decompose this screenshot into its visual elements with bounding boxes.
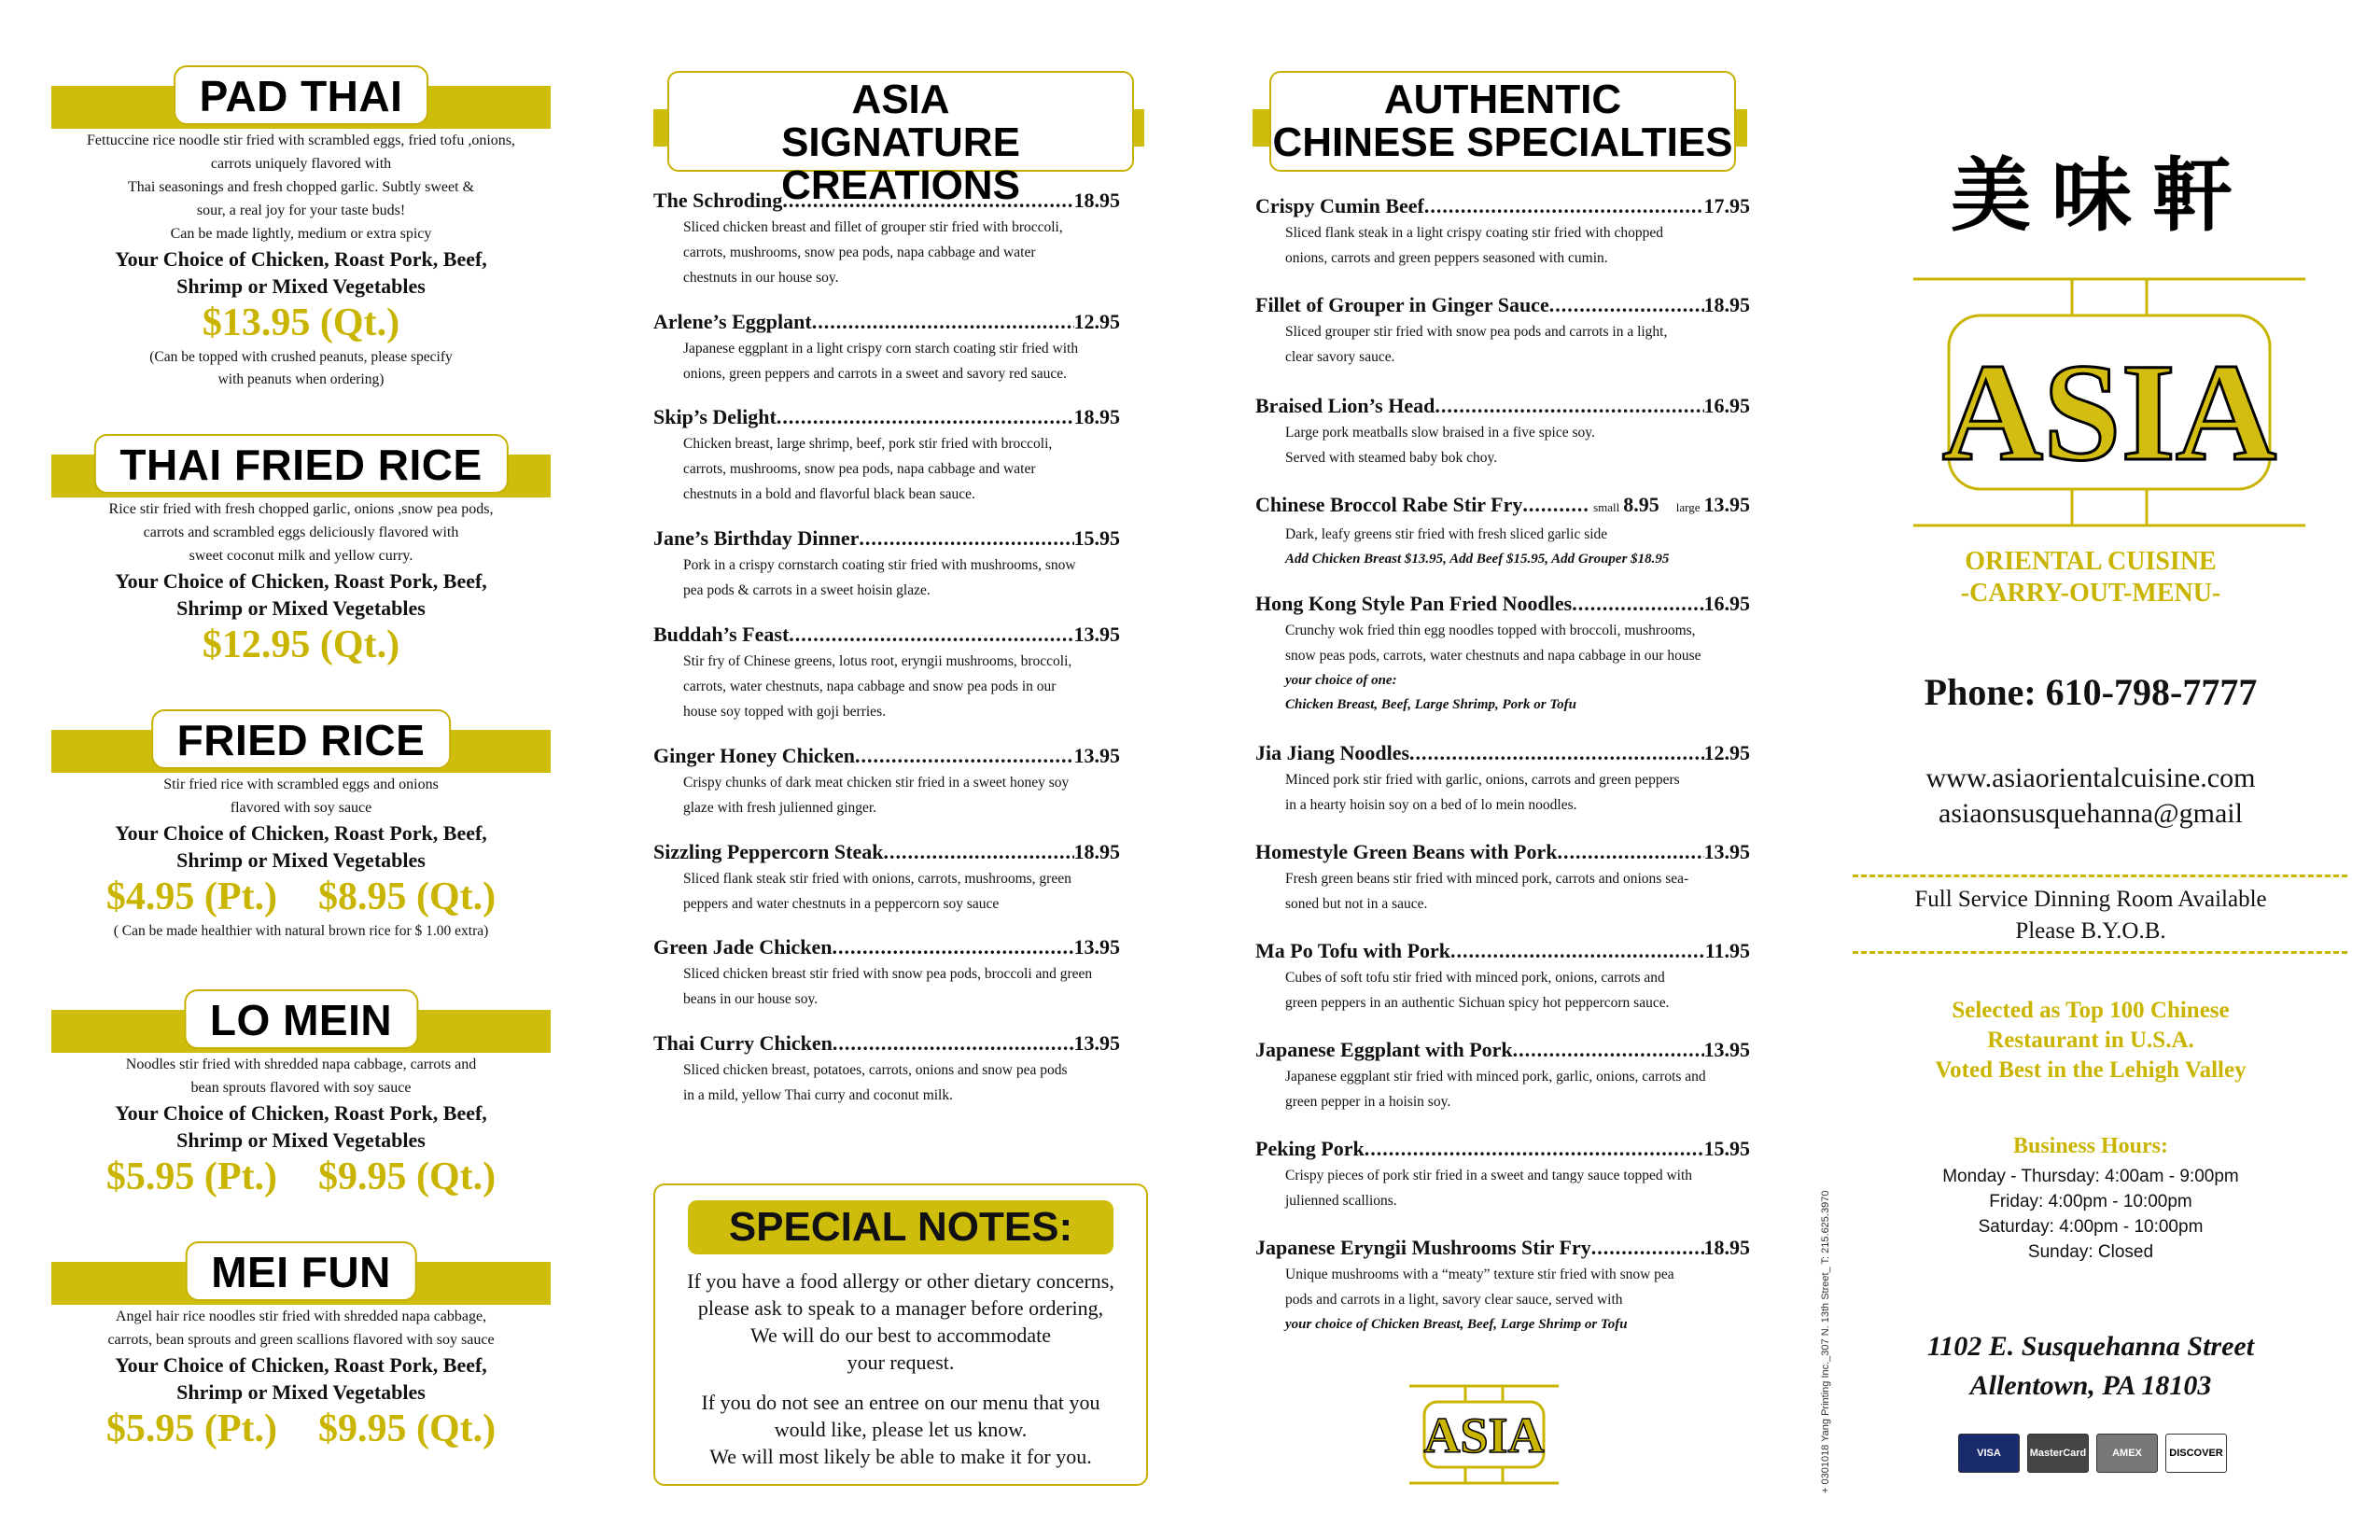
item-price: 18.95	[1073, 189, 1120, 212]
svg-text:ASIA: ASIA	[1423, 1407, 1545, 1463]
section-description: Rice stir fried with fresh chopped garlic, onions ,snow pea pods, carrots and scrambled eggs deliciously flavored with sweet coconut milk and yellow curry.	[108, 501, 494, 564]
item-name: Thai Curry Chicken	[653, 1031, 833, 1055]
special-notes-box	[653, 1183, 1148, 1486]
item-price: 17.95	[1703, 194, 1750, 217]
item-price: 18.95	[1073, 405, 1120, 428]
chinese-name: 美味軒	[1951, 149, 2253, 243]
menu-item	[1255, 1135, 1750, 1213]
item-description: Dark, leafy greens stir fried with fresh sliced garlic side	[1285, 526, 1608, 542]
menu-item	[653, 933, 1120, 1012]
section-banner	[51, 65, 551, 120]
asia-logo	[1913, 276, 2305, 528]
menu-item	[1255, 291, 1750, 370]
service-line2: Please B.Y.O.B.	[2015, 918, 2166, 944]
authentic-title	[1269, 71, 1736, 172]
item-name: Crispy Cumin Beef	[1255, 194, 1424, 217]
special-notes-para2: If you do not see an entree on our menu that you would like, please let us know. We will most likely be able to make it for you.	[701, 1391, 1100, 1468]
section-price: $12.95 (Qt.)	[202, 623, 400, 666]
authentic-title-line1: AUTHENTIC	[1383, 77, 1622, 122]
section-title: PAD THAI	[174, 65, 429, 125]
menu-item	[1255, 1036, 1750, 1114]
item-description: Sliced chicken breast and fillet of grouper stir fried with broccoli, carrots, mushrooms, snow pea pods, napa cabbage and water chestnuts in our house soy.	[683, 219, 1063, 286]
item-description: Sliced chicken breast, potatoes, carrots, onions and snow pea pods in a mild, yellow Thai curry and coconut milk.	[683, 1062, 1068, 1103]
website-link[interactable]: www.asiaorientalcuisine.com	[1925, 763, 2256, 793]
address-line1: 1102 E. Susquehanna Street	[1926, 1331, 2255, 1362]
item-name: Green Jade Chicken	[653, 935, 833, 959]
item-price: 13.95	[1703, 840, 1750, 863]
small-asia-logo	[1409, 1383, 1559, 1486]
item-name: Fillet of Grouper in Ginger Sauce	[1255, 293, 1549, 316]
section-title: LO MEIN	[184, 989, 418, 1049]
protein-choice: Your Choice of Chicken, Roast Pork, Beef, Shrimp or Mixed Vegetables	[115, 247, 487, 298]
item-name: Jia Jiang Noodles	[1255, 741, 1410, 764]
amex-icon: AMEX	[2096, 1434, 2158, 1473]
item-extra: Add Chicken Breast $13.95, Add Beef $15.95, Add Grouper $18.95	[1285, 552, 1670, 567]
printer-credit: + 0301018 Yang Printing Inc._307 N. 13th Street_ T: 215.625.3970	[1820, 1190, 1831, 1493]
contact	[1829, 761, 2352, 832]
menu-item	[1255, 491, 1750, 571]
item-price: 18.95	[1703, 293, 1750, 316]
item-name: Ginger Honey Chicken	[653, 744, 855, 767]
item-name: Buddah’s Feast	[653, 623, 790, 646]
menu-item	[1255, 1234, 1750, 1337]
hours-list: Monday - Thursday: 4:00am - 9:00pm Friday: 4:00pm - 10:00pm Saturday: 4:00pm - 10:00pm Sunday: Closed	[1942, 1167, 2239, 1262]
tagline-carry-out: -CARRY-OUT-MENU-	[1960, 579, 2221, 608]
service-line1: Full Service Dinning Room Available	[1914, 887, 2267, 912]
special-notes-para1: If you have a food allergy or other dietary concerns, please ask to speak to a manager before ordering, We will do our best to accommodate your request.	[687, 1269, 1114, 1374]
signature-title-line1: ASIA	[851, 77, 950, 122]
item-price: 11.95	[1704, 939, 1750, 962]
item-description: Crunchy wok fried thin egg noodles topped with broccoli, mushrooms, snow peas pods, carrots, water chestnuts and napa cabbage in our house	[1285, 623, 1701, 664]
menu-item	[1255, 590, 1750, 717]
item-price: 13.95	[1073, 1031, 1120, 1055]
taglines	[1829, 546, 2352, 609]
item-name: Hong Kong Style Pan Fried Noodles	[1255, 592, 1573, 615]
item-price: 16.95	[1703, 592, 1750, 615]
divider-bottom	[1853, 951, 2347, 954]
section-mei-fun	[51, 1241, 551, 1452]
section-banner	[51, 989, 551, 1044]
item-name: Homestyle Green Beans with Pork	[1255, 840, 1558, 863]
section-banner	[51, 709, 551, 764]
menu-item	[653, 187, 1120, 290]
item-name: Chinese Broccol Rabe Stir Fry	[1255, 493, 1523, 516]
menu-item	[653, 742, 1120, 820]
item-price: 12.95	[1073, 310, 1120, 333]
section-banner	[51, 434, 551, 489]
item-description: Japanese eggplant in a light crispy corn starch coating stir fried with onions, green peppers and carrots in a sweet and savory red sauce.	[683, 341, 1079, 382]
section-note: (Can be topped with crushed peanuts, please specify with peanuts when ordering)	[149, 349, 453, 387]
address	[1829, 1327, 2352, 1406]
address-line2: Allentown, PA 18103	[1969, 1370, 2212, 1401]
item-description: Large pork meatballs slow braised in a five spice soy. Served with steamed baby bok choy.	[1285, 425, 1595, 466]
section-fried-rice	[51, 709, 551, 943]
item-price: 12.95	[1703, 741, 1750, 764]
item-price: 16.95	[1703, 394, 1750, 417]
protein-choice: Your Choice of Chicken, Roast Pork, Beef, Shrimp or Mixed Vegetables	[115, 569, 487, 620]
menu-item	[1255, 192, 1750, 271]
section-price: $4.95 (Pt.) $8.95 (Qt.)	[105, 875, 497, 918]
section-description: Angel hair rice noodles stir fried with shredded napa cabbage, carrots, bean sprouts and green scallions flavored with soy sauce	[107, 1309, 495, 1348]
section-description: Fettuccine rice noodle stir fried with scrambled eggs, fried tofu ,onions, carrots uniquely flavored with Thai seasonings and fresh chopped garlic. Subtly sweet & sour, a real joy for your taste buds! Can be made lightly, medium or extra spicy	[87, 133, 515, 242]
item-name: The Schroding	[653, 189, 783, 212]
section-price: $5.95 (Pt.) $9.95 (Qt.)	[105, 1407, 497, 1450]
item-price: 18.95	[1073, 840, 1120, 863]
menu-item	[653, 1029, 1120, 1108]
item-price: 13.95	[1073, 935, 1120, 959]
menu-item	[653, 838, 1120, 917]
svg-text:ASIA: ASIA	[1941, 335, 2277, 490]
protein-choice: Your Choice of Chicken, Roast Pork, Beef, Shrimp or Mixed Vegetables	[115, 1353, 487, 1404]
item-description: Sliced flank steak in a light crispy coating stir fried with chopped onions, carrots and green peppers seasoned with cumin.	[1285, 225, 1664, 266]
item-description: Sliced flank steak stir fried with onions, carrots, mushrooms, green peppers and water chestnuts in a peppercorn soy sauce	[683, 871, 1071, 912]
menu-item	[653, 403, 1120, 507]
special-notes-title: SPECIAL NOTES:	[688, 1200, 1113, 1254]
item-extra: your choice of Chicken Breast, Beef, Large Shrimp or Tofu	[1285, 1317, 1628, 1332]
visa-icon: VISA	[1958, 1434, 2020, 1473]
award: Selected as Top 100 Chinese Restaurant in U.S.A. Voted Best in the Lehigh Valley	[1935, 998, 2247, 1083]
phone: Phone: 610-798-7777	[1924, 671, 2258, 713]
menu-item	[653, 308, 1120, 386]
item-description: Crispy chunks of dark meat chicken stir fried in a sweet honey soy glaze with fresh julienned ginger.	[683, 775, 1070, 816]
item-description: Minced pork stir fried with garlic, onions, carrots and green peppers in a hearty hoisin soy on a bed of lo mein noodles.	[1285, 772, 1680, 813]
item-price: small 8.95 large 13.95	[1593, 493, 1750, 516]
item-description: Chicken breast, large shrimp, beef, pork stir fried with broccoli, carrots, mushrooms, snow pea pods, napa cabbage and water chestnuts in a bold and flavorful black bean sauce.	[683, 436, 1053, 502]
item-description: Fresh green beans stir fried with minced pork, carrots and onions sea- soned but not in a sauce.	[1285, 871, 1689, 912]
menu-item	[1255, 937, 1750, 1015]
section-title: MEI FUN	[185, 1241, 417, 1301]
item-price: 13.95	[1703, 1038, 1750, 1061]
item-name: Peking Pork	[1255, 1137, 1365, 1160]
email-link[interactable]: asiaonsusquehanna@gmail	[1939, 798, 2243, 829]
item-extra: your choice of one: Chicken Breast, Beef, Large Shrimp, Pork or Tofu	[1285, 673, 1576, 712]
section-description: Stir fried rice with scrambled eggs and onions flavored with soy sauce	[163, 777, 439, 816]
item-price: 15.95	[1073, 526, 1120, 550]
discover-icon: DISCOVER	[2165, 1434, 2227, 1473]
item-name: Japanese Eggplant with Pork	[1255, 1038, 1513, 1061]
section-lo-mein	[51, 989, 551, 1200]
item-name: Braised Lion’s Head	[1255, 394, 1435, 417]
section-banner	[51, 1241, 551, 1296]
item-price: 13.95	[1073, 623, 1120, 646]
item-name: Arlene’s Eggplant	[653, 310, 812, 333]
menu-item	[653, 621, 1120, 724]
section-pad-thai	[51, 65, 551, 391]
item-description: Cubes of soft tofu stir fried with minced pork, onions, carrots and green peppers in an authentic Sichuan spicy hot peppercorn sauce.	[1285, 970, 1670, 1011]
menu-item	[1255, 739, 1750, 818]
protein-choice: Your Choice of Chicken, Roast Pork, Beef, Shrimp or Mixed Vegetables	[115, 1101, 487, 1152]
section-price: $5.95 (Pt.) $9.95 (Qt.)	[105, 1155, 497, 1198]
item-price: 13.95	[1073, 744, 1120, 767]
service-info	[1829, 884, 2352, 947]
item-price: 15.95	[1703, 1137, 1750, 1160]
payment-cards	[1958, 1434, 2227, 1473]
item-name: Japanese Eryngii Mushrooms Stir Fry	[1255, 1236, 1591, 1259]
section-price: $13.95 (Qt.)	[202, 301, 400, 344]
signature-title-line2: SIGNATURE CREATIONS	[781, 119, 1020, 208]
authentic-title-line2: CHINESE SPECIALTIES	[1272, 119, 1733, 165]
item-description: Sliced grouper stir fried with snow pea pods and carrots in a light, clear savory sauce.	[1285, 324, 1668, 365]
item-name: Sizzling Peppercorn Steak	[653, 840, 884, 863]
item-description: Crispy pieces of pork stir fried in a sweet and tangy sauce topped with julienned scallions.	[1285, 1168, 1693, 1209]
divider-top	[1853, 875, 2347, 877]
menu-item	[1255, 392, 1750, 470]
menu-item	[653, 525, 1120, 603]
item-name: Skip’s Delight	[653, 405, 777, 428]
section-title: THAI FRIED RICE	[93, 434, 508, 494]
protein-choice: Your Choice of Chicken, Roast Pork, Beef, Shrimp or Mixed Vegetables	[115, 821, 487, 872]
hours-title: Business Hours:	[2012, 1134, 2169, 1158]
item-description: Stir fry of Chinese greens, lotus root, eryngii mushrooms, broccoli, carrots, water chestnuts, napa cabbage and snow pea pods in our house soy topped with goji berries.	[683, 653, 1072, 720]
menu-item	[1255, 838, 1750, 917]
section-thai-fried-rice	[51, 434, 551, 668]
item-description: Unique mushrooms with a “meaty” texture stir fried with snow pea pods and carrots in a light, savory clear sauce, served with	[1285, 1267, 1674, 1308]
item-description: Sliced chicken breast stir fried with snow pea pods, broccoli and green beans in our house soy.	[683, 966, 1093, 1007]
tagline-oriental-cuisine: ORIENTAL CUISINE	[1965, 547, 2217, 576]
mastercard-icon: MasterCard	[2027, 1434, 2089, 1473]
section-title: FRIED RICE	[151, 709, 452, 769]
item-name: Ma Po Tofu with Pork	[1255, 939, 1451, 962]
item-description: Japanese eggplant stir fried with minced pork, garlic, onions, carrots and green pepper in a hoisin soy.	[1285, 1069, 1706, 1110]
item-name: Jane’s Birthday Dinner	[653, 526, 860, 550]
section-note: ( Can be made healthier with natural brown rice for $ 1.00 extra)	[113, 923, 489, 939]
item-description: Pork in a crispy cornstarch coating stir fried with mushrooms, snow pea pods & carrots in a sweet hoisin glaze.	[683, 557, 1076, 598]
section-description: Noodles stir fried with shredded napa cabbage, carrots and bean sprouts flavored with soy sauce	[125, 1057, 477, 1096]
item-price: 18.95	[1703, 1236, 1750, 1259]
